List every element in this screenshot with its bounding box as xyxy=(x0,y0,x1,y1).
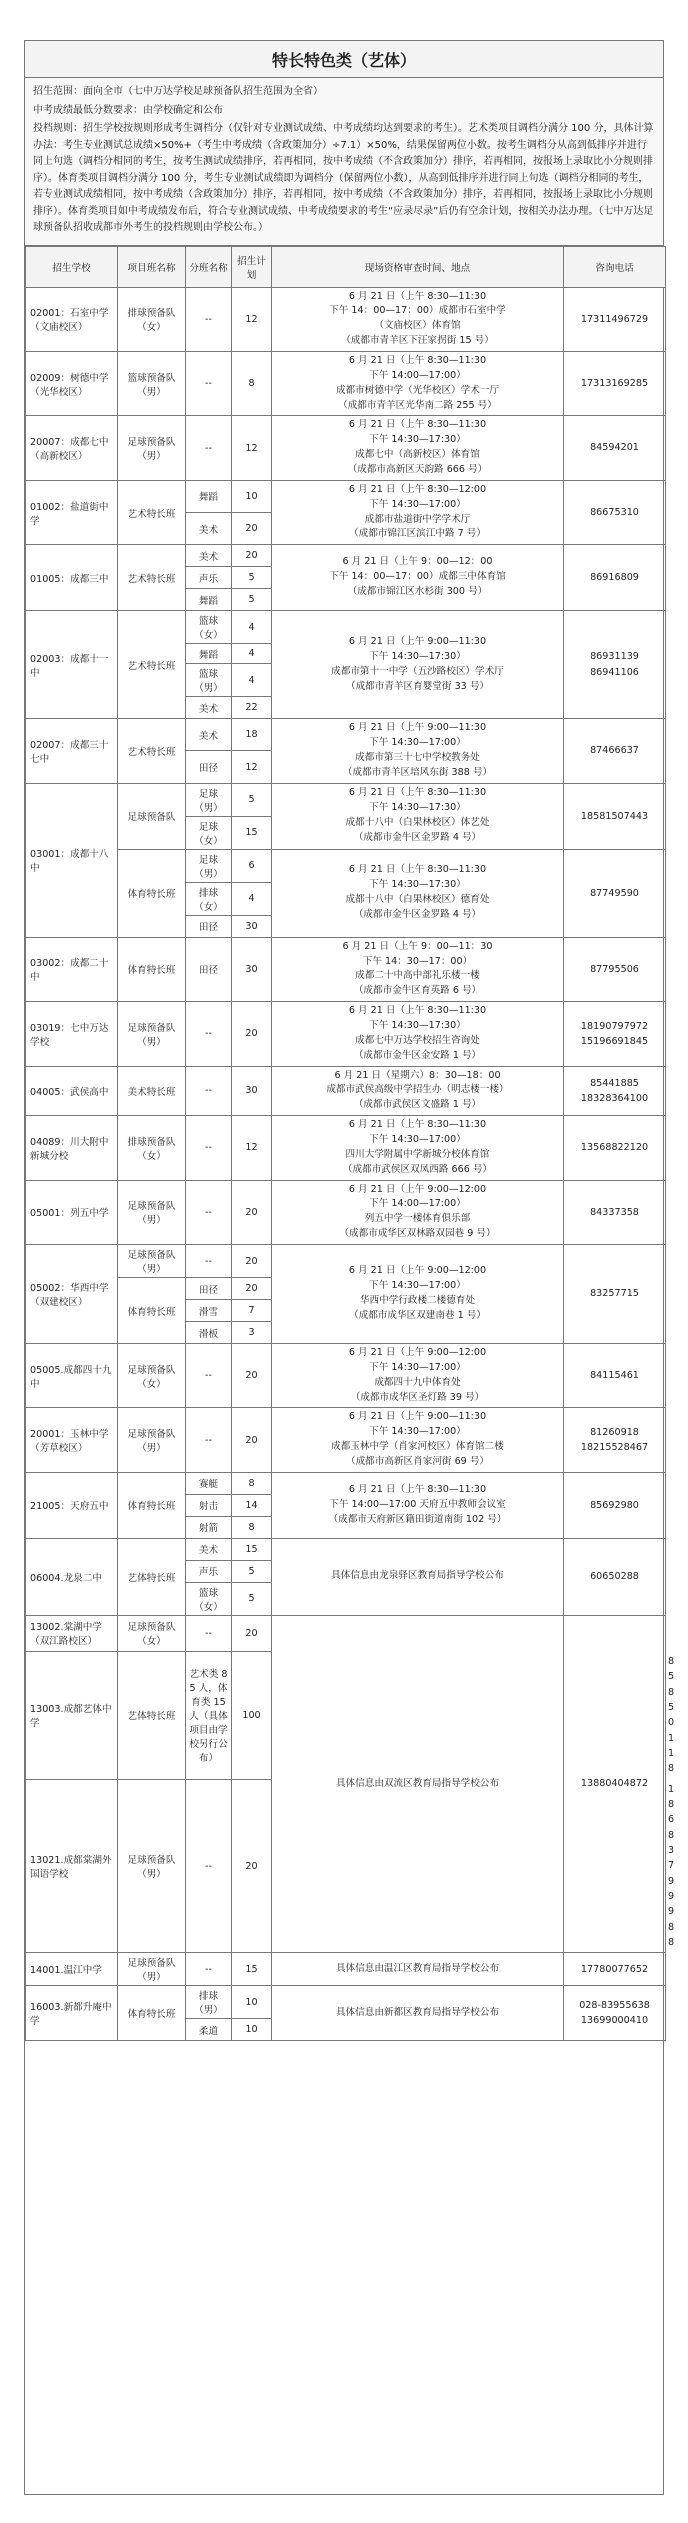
sub-class-name: 美术 xyxy=(186,719,232,751)
school-name: 03001：成都十八中 xyxy=(26,783,118,937)
sub-class-name: -- xyxy=(186,1344,232,1408)
sub-class-name: -- xyxy=(186,416,232,480)
admission-rules xyxy=(25,78,663,246)
enrollment-plan: 3 xyxy=(232,1322,272,1344)
contact-phone: 17780077652 xyxy=(564,1953,666,1986)
contact-phone: 83257715 xyxy=(564,1245,666,1344)
enrollment-plan: 15 xyxy=(232,816,272,849)
contact-phone: 84594201 xyxy=(564,416,666,480)
sub-class-name: 舞蹈 xyxy=(186,480,232,512)
review-time-location: 6 月 21 日（上午 8:30—12:00 下午 14:30—17:00） 成都市盐道街中学学术厅 （成都市锦江区滨江中路 7 号） xyxy=(272,480,564,544)
school-name: 14001.温江中学 xyxy=(26,1953,118,1986)
enrollment-plan: 15 xyxy=(232,1538,272,1560)
sub-class-name: -- xyxy=(186,1066,232,1116)
school-name: 05002：华西中学（双建校区） xyxy=(26,1245,118,1344)
enrollment-plan: 12 xyxy=(232,751,272,783)
sub-class-name: -- xyxy=(186,287,232,351)
table-row xyxy=(26,1986,666,2019)
school-name: 13002.棠湖中学（双江路校区） xyxy=(26,1615,118,1651)
enrollment-plan: 20 xyxy=(232,1615,272,1651)
contact-phone: 18581507443 xyxy=(564,783,666,849)
program-name: 艺术特长班 xyxy=(118,611,186,719)
school-name: 06004.龙泉二中 xyxy=(26,1538,118,1615)
review-time-location: 6 月 21 日（上午 8:30—11:30 下午 14:30—17:30） 成都十八中（白果林校区）体艺处 （成都市金牛区金罗路 4 号） xyxy=(272,783,564,849)
admission-table-frame xyxy=(24,40,675,2495)
school-name: 20007：成都七中（高新校区） xyxy=(26,416,118,480)
enrollment-plan: 8 xyxy=(232,351,272,415)
table-body xyxy=(26,287,675,2041)
enrollment-plan: 20 xyxy=(232,1180,272,1244)
program-name: 排球预备队（女） xyxy=(118,1116,186,1180)
enrollment-plan: 5 xyxy=(232,1560,272,1582)
review-time-location: 6 月 21 日（星期六）8：30—18：00 成都市武侯高级中学招生办（明志楼一楼） （成都市武侯区文盛路 1 号） xyxy=(272,1066,564,1116)
review-time-location: 6 月 21 日（上午 9:00—11:30 下午 14:30—17:00） 成都玉林中学（肖家河校区）体育馆二楼 （成都市高新区肖家河街 69 号） xyxy=(272,1408,564,1472)
table-row xyxy=(26,1180,666,1244)
school-name: 16003.新都升庵中学 xyxy=(26,1986,118,2041)
enrollment-plan: 20 xyxy=(232,1408,272,1472)
enrollment-plan: 5 xyxy=(232,783,272,816)
program-name: 篮球预备队（男） xyxy=(118,351,186,415)
review-time-location: 6 月 21 日（上午 9:00—11:30 下午 14:30—17:30） 成都市第十一中学（五沙路校区）学术厅 （成都市青羊区育婴堂街 33 号） xyxy=(272,611,564,719)
school-name: 20001：玉林中学（芳草校区） xyxy=(26,1408,118,1472)
enrollment-plan: 12 xyxy=(232,287,272,351)
table-row xyxy=(26,1116,666,1180)
program-name: 艺体特长班 xyxy=(118,1651,186,1779)
contact-phone: 87795506 xyxy=(564,937,666,1001)
program-name: 美术特长班 xyxy=(118,1066,186,1116)
program-name: 足球预备队（男） xyxy=(118,1245,186,1278)
review-time-location: 6 月 21 日（上午 9:00—12:00 下午 14:30—17:00） 华西中学行政楼二楼德育处 （成都市成华区双建南巷 1 号） xyxy=(272,1245,564,1344)
review-time-location: 具体信息由龙泉驿区教育局指导学校公布 xyxy=(272,1538,564,1615)
sub-class-name: -- xyxy=(186,1615,232,1651)
sub-class-name: 篮球（男） xyxy=(186,664,232,697)
header-phone: 咨询电话 xyxy=(564,246,666,287)
program-name: 艺术特长班 xyxy=(118,719,186,783)
program-name: 体育特长班 xyxy=(118,1472,186,1538)
table-row: 13021.成都棠湖外国语学校 足球预备队（男） -- 20 18683799988 xyxy=(26,1779,666,1953)
enrollment-plan: 4 xyxy=(232,664,272,697)
contact-phone: 85692980 xyxy=(564,1472,666,1538)
program-name: 足球预备队（女） xyxy=(118,1344,186,1408)
table-row xyxy=(26,545,666,567)
header-program: 项目班名称 xyxy=(118,246,186,287)
review-time-location: 6 月 21 日（上午 8:30—11:30 下午 14:30—17:30） 成都七中（高新校区）体育馆 （成都市高新区天韵路 666 号） xyxy=(272,416,564,480)
sub-class-name: 美术 xyxy=(186,513,232,545)
contact-phone: 86675310 xyxy=(564,480,666,544)
table-row xyxy=(26,1408,666,1472)
review-time-location: 6 月 21 日（上午 8:30—11:30 下午 14:00—17:00 天府五中教师会议室 （成都市天府新区籍田街道南街 102 号） xyxy=(272,1472,564,1538)
school-name: 01005：成都三中 xyxy=(26,545,118,611)
sub-class-name: 足球（女） xyxy=(186,816,232,849)
sub-class-name: 射击 xyxy=(186,1494,232,1516)
enrollment-plan: 8 xyxy=(232,1472,272,1494)
contact-phone: 18190797972 15196691845 xyxy=(564,1002,666,1066)
table-row xyxy=(26,287,666,351)
sub-class-name: 篮球（女） xyxy=(186,1582,232,1615)
enrollment-plan: 6 xyxy=(232,849,272,882)
table-row xyxy=(26,611,666,644)
sub-class-name: 田径 xyxy=(186,915,232,937)
enrollment-plan: 20 xyxy=(232,1779,272,1953)
table-row xyxy=(26,1066,666,1116)
enrollment-plan: 18 xyxy=(232,719,272,751)
review-time-location: 6 月 21 日（上午 8:30—11:30 下午 14：00—17：00）成都市石室中学 （文庙校区）体育馆 （成都市青羊区下汪家拐街 15 号） xyxy=(272,287,564,351)
sub-class-name: 排球（女） xyxy=(186,882,232,915)
review-time-location: 6 月 21 日（上午 8:30—11:30 下午 14:30—17:30） 成都七中万达学校招生咨询处 （成都市金牛区金安路 1 号） xyxy=(272,1002,564,1066)
contact-phone: 17313169285 xyxy=(564,351,666,415)
school-name: 02003：成都十一中 xyxy=(26,611,118,719)
sub-class-name: -- xyxy=(186,1408,232,1472)
sub-class-name: 声乐 xyxy=(186,1560,232,1582)
sub-class-name: -- xyxy=(186,351,232,415)
enrollment-plan: 7 xyxy=(232,1300,272,1322)
contact-phone: 60650288 xyxy=(564,1538,666,1615)
header-location: 现场资格审查时间、地点 xyxy=(272,246,564,287)
contact-phone: 13880404872 xyxy=(564,1615,666,1953)
school-name: 03019：七中万达学校 xyxy=(26,1002,118,1066)
school-name: 02001：石室中学（文庙校区） xyxy=(26,287,118,351)
contact-phone: 86916809 xyxy=(564,545,666,611)
review-time-location: 具体信息由新都区教育局指导学校公布 xyxy=(272,1986,564,2041)
table-row xyxy=(26,719,666,751)
table-row xyxy=(26,480,666,512)
program-name: 体育特长班 xyxy=(118,1278,186,1344)
sub-class-name: 射箭 xyxy=(186,1516,232,1538)
program-name: 足球预备队（男） xyxy=(118,1002,186,1066)
sub-class-name: 篮球（女） xyxy=(186,611,232,644)
enrollment-plan: 8 xyxy=(232,1516,272,1538)
program-name: 足球预备队（男） xyxy=(118,416,186,480)
table-row xyxy=(26,416,666,480)
contact-phone: 028-83955638 13699000410 xyxy=(564,1986,666,2041)
enrollment-plan: 20 xyxy=(232,1344,272,1408)
table-row xyxy=(26,1002,666,1066)
sub-class-name: 声乐 xyxy=(186,567,232,589)
header-sub-class: 分班名称 xyxy=(186,246,232,287)
enrollment-plan: 100 xyxy=(232,1651,272,1779)
review-time-location: 6 月 21 日（上午 8:30—11:30 下午 14:30—17:30） 成都十八中（白果林校区）德育处 （成都市金牛区金罗路 4 号） xyxy=(272,849,564,937)
school-name: 01002：盐道街中学 xyxy=(26,480,118,544)
program-name: 体育特长班 xyxy=(118,1986,186,2041)
sub-class-name: 舞蹈 xyxy=(186,644,232,664)
contact-phone: 86931139 86941106 xyxy=(564,611,666,719)
enrollment-plan: 12 xyxy=(232,1116,272,1180)
table-row xyxy=(26,1615,666,1651)
school-name: 05005.成都四十九中 xyxy=(26,1344,118,1408)
sub-class-name: 美术 xyxy=(186,1538,232,1560)
table-row xyxy=(26,783,666,816)
school-name: 13021.成都棠湖外国语学校 xyxy=(26,1779,118,1953)
contact-phone: 84337358 xyxy=(564,1180,666,1244)
sub-class-name: -- xyxy=(186,1002,232,1066)
enrollment-plan: 5 xyxy=(232,567,272,589)
enrollment-plan: 12 xyxy=(232,416,272,480)
school-name: 04005：武侯高中 xyxy=(26,1066,118,1116)
enrollment-plan: 10 xyxy=(232,2019,272,2041)
enrollment-plan: 5 xyxy=(232,589,272,611)
sub-class-name: -- xyxy=(186,1953,232,1986)
sub-class-name: 美术 xyxy=(186,545,232,567)
sub-class-name: -- xyxy=(186,1245,232,1278)
contact-phone: 87466637 xyxy=(564,719,666,783)
table-header-row xyxy=(26,246,666,287)
contact-phone: 87749590 xyxy=(564,849,666,937)
program-name: 足球预备队（男） xyxy=(118,1953,186,1986)
program-name: 足球预备队（男） xyxy=(118,1408,186,1472)
program-name: 足球预备队（男） xyxy=(118,1779,186,1953)
program-name: 足球预备队 xyxy=(118,783,186,849)
table-row xyxy=(26,351,666,415)
program-name: 体育特长班 xyxy=(118,937,186,1001)
sub-class-name: 柔道 xyxy=(186,2019,232,2041)
sub-class-name: -- xyxy=(186,1779,232,1953)
enrollment-plan: 30 xyxy=(232,915,272,937)
contact-phone: 13568822120 xyxy=(564,1116,666,1180)
review-time-location: 具体信息由温江区教育局指导学校公布 xyxy=(272,1953,564,1986)
review-time-location: 6 月 21 日（上午 9：00—12：00 下午 14：00—17：00）成都三中体育馆 （成都市锦江区水杉街 300 号） xyxy=(272,545,564,611)
page-title: 特长特色类（艺体） xyxy=(25,41,663,78)
enrollment-plan: 4 xyxy=(232,611,272,644)
sub-class-name: -- xyxy=(186,1180,232,1244)
review-time-location: 6 月 21 日（上午 9:00—11:30 下午 14:30—17:00） 成都市第三十七中学校教务处 （成都市青羊区培风东街 388 号） xyxy=(272,719,564,783)
sub-class-name: 滑板 xyxy=(186,1322,232,1344)
enrollment-plan: 20 xyxy=(232,1278,272,1300)
sub-class-name: 田径 xyxy=(186,937,232,1001)
table-row xyxy=(26,1953,666,1986)
contact-phone: 17311496729 xyxy=(564,287,666,351)
enrollment-plan: 10 xyxy=(232,1986,272,2019)
table-row xyxy=(26,1245,666,1278)
program-name: 排球预备队（女） xyxy=(118,287,186,351)
sub-class-name: 足球（男） xyxy=(186,849,232,882)
sub-class-name: 艺术类 85 人，体育类 15 人（具体项目由学校另行公布） xyxy=(186,1651,232,1779)
school-name: 02007：成都三十七中 xyxy=(26,719,118,783)
school-name: 02009：树德中学（光华校区） xyxy=(26,351,118,415)
sub-class-name: 田径 xyxy=(186,1278,232,1300)
review-time-location: 6 月 21 日（上午 9：00—11：30 下午 14：30—17：00） 成都二十中高中部礼乐楼一楼 （成都市金牛区育英路 6 号） xyxy=(272,937,564,1001)
program-name: 足球预备队（女） xyxy=(118,1615,186,1651)
sub-class-name: 排球（男） xyxy=(186,1986,232,2019)
enrollment-plan: 15 xyxy=(232,1953,272,1986)
enrollment-plan: 20 xyxy=(232,545,272,567)
contact-phone: 81260918 18215528467 xyxy=(564,1408,666,1472)
table-row: 13003.成都艺体中学 艺体特长班 艺术类 85 人，体育类 15 人（具体项目由学校另行公布） 100 85850118 xyxy=(26,1651,666,1779)
admission-table xyxy=(25,246,675,2042)
school-name: 21005：天府五中 xyxy=(26,1472,118,1538)
sub-class-name: 舞蹈 xyxy=(186,589,232,611)
enrollment-plan: 20 xyxy=(232,1245,272,1278)
review-time-location: 6 月 21 日（上午 9:00—12:00 下午 14:00—17:00） 列五中学一楼体育俱乐部 （成都市成华区双林路双园巷 9 号） xyxy=(272,1180,564,1244)
program-name: 艺体特长班 xyxy=(118,1538,186,1615)
review-time-location: 6 月 21 日（上午 8:30—11:30 下午 14:30—17:00） 四川大学附属中学新城分校体育馆 （成都市武侯区双凤西路 666 号） xyxy=(272,1116,564,1180)
contact-phone: 84115461 xyxy=(564,1344,666,1408)
sub-class-name: 赛艇 xyxy=(186,1472,232,1494)
review-time-location: 具体信息由双流区教育局指导学校公布 xyxy=(272,1615,564,1953)
sub-class-name: 滑雪 xyxy=(186,1300,232,1322)
enrollment-plan: 30 xyxy=(232,937,272,1001)
header-plan: 招生计划 xyxy=(232,246,272,287)
sub-class-name: 田径 xyxy=(186,751,232,783)
program-name: 艺术特长班 xyxy=(118,480,186,544)
table-row xyxy=(26,1344,666,1408)
sub-class-name: -- xyxy=(186,1116,232,1180)
table-row xyxy=(26,937,666,1001)
sub-class-name: 足球（男） xyxy=(186,783,232,816)
enrollment-plan: 20 xyxy=(232,513,272,545)
enrollment-plan: 20 xyxy=(232,1002,272,1066)
enrollment-plan: 4 xyxy=(232,644,272,664)
enrollment-plan: 14 xyxy=(232,1494,272,1516)
header-school: 招生学校 xyxy=(26,246,118,287)
school-name: 05001：列五中学 xyxy=(26,1180,118,1244)
program-name: 足球预备队（男） xyxy=(118,1180,186,1244)
sub-class-name: 美术 xyxy=(186,697,232,719)
rule-scope: 招生范围：面向全市（七中万达学校足球预备队招生范围为全省） xyxy=(33,86,323,97)
review-time-location: 6 月 21 日（上午 8:30—11:30 下午 14:00—17:00） 成都市树德中学（光华校区）学术一厅 （成都市青羊区光华南二路 255 号） xyxy=(272,351,564,415)
enrollment-plan: 22 xyxy=(232,697,272,719)
enrollment-plan: 30 xyxy=(232,1066,272,1116)
school-name: 04089：川大附中新城分校 xyxy=(26,1116,118,1180)
contact-phone: 85441885 18328364100 xyxy=(564,1066,666,1116)
program-name: 艺术特长班 xyxy=(118,545,186,611)
school-name: 03002：成都二十中 xyxy=(26,937,118,1001)
enrollment-plan: 10 xyxy=(232,480,272,512)
table-row xyxy=(26,1538,666,1560)
table-row xyxy=(26,849,666,882)
table-row xyxy=(26,1472,666,1494)
enrollment-plan: 4 xyxy=(232,882,272,915)
rule-filing: 投档规则：招生学校按规则形成考生调档分（仅针对专业测试成绩、中考成绩均达到要求的考生）。艺术类项目调档分满分 100 分，具体计算办法：考生专业测试总成绩×50%+（考生中考成绩（含政策加分）÷7.1）×50%，结果保留两位小数。按考生调档分从高到低排序并进行同上句选（调档分相同的考生，按考生测试成绩排序，若再相同，按中考成绩（不含政策加分）排序，若再相同，按报场上录取比小分规则排序）。体育类项目调档分满分 100 分，考生专业测试成绩即为调档分（保留两位小数），从高到低排序并进行同上句选（调档分相同的考生，若专业测试成绩相同，按中考成绩（含政策加分）排序，若再相同，按中考成绩（不含政策加分）排序，若再相同，按报场上录取比小分规则排序）。体育类项目如中考成绩发布后，符合专业测试成绩、中考成绩要求的考生“应录尽录”后仍有空余计划，按相关办法办理。（七中万达足球预备队招收成都市外考生的投档规则由学校公布。） xyxy=(33,123,654,233)
school-name: 13003.成都艺体中学 xyxy=(26,1651,118,1779)
review-time-location: 6 月 21 日（上午 9:00—12:00 下午 14:30—17:00） 成都四十九中体育处 （成都市成华区圣灯路 39 号） xyxy=(272,1344,564,1408)
enrollment-plan: 5 xyxy=(232,1582,272,1615)
rule-score: 中考成绩最低分数要求：由学校确定和公布 xyxy=(33,104,223,116)
program-name: 体育特长班 xyxy=(118,849,186,937)
